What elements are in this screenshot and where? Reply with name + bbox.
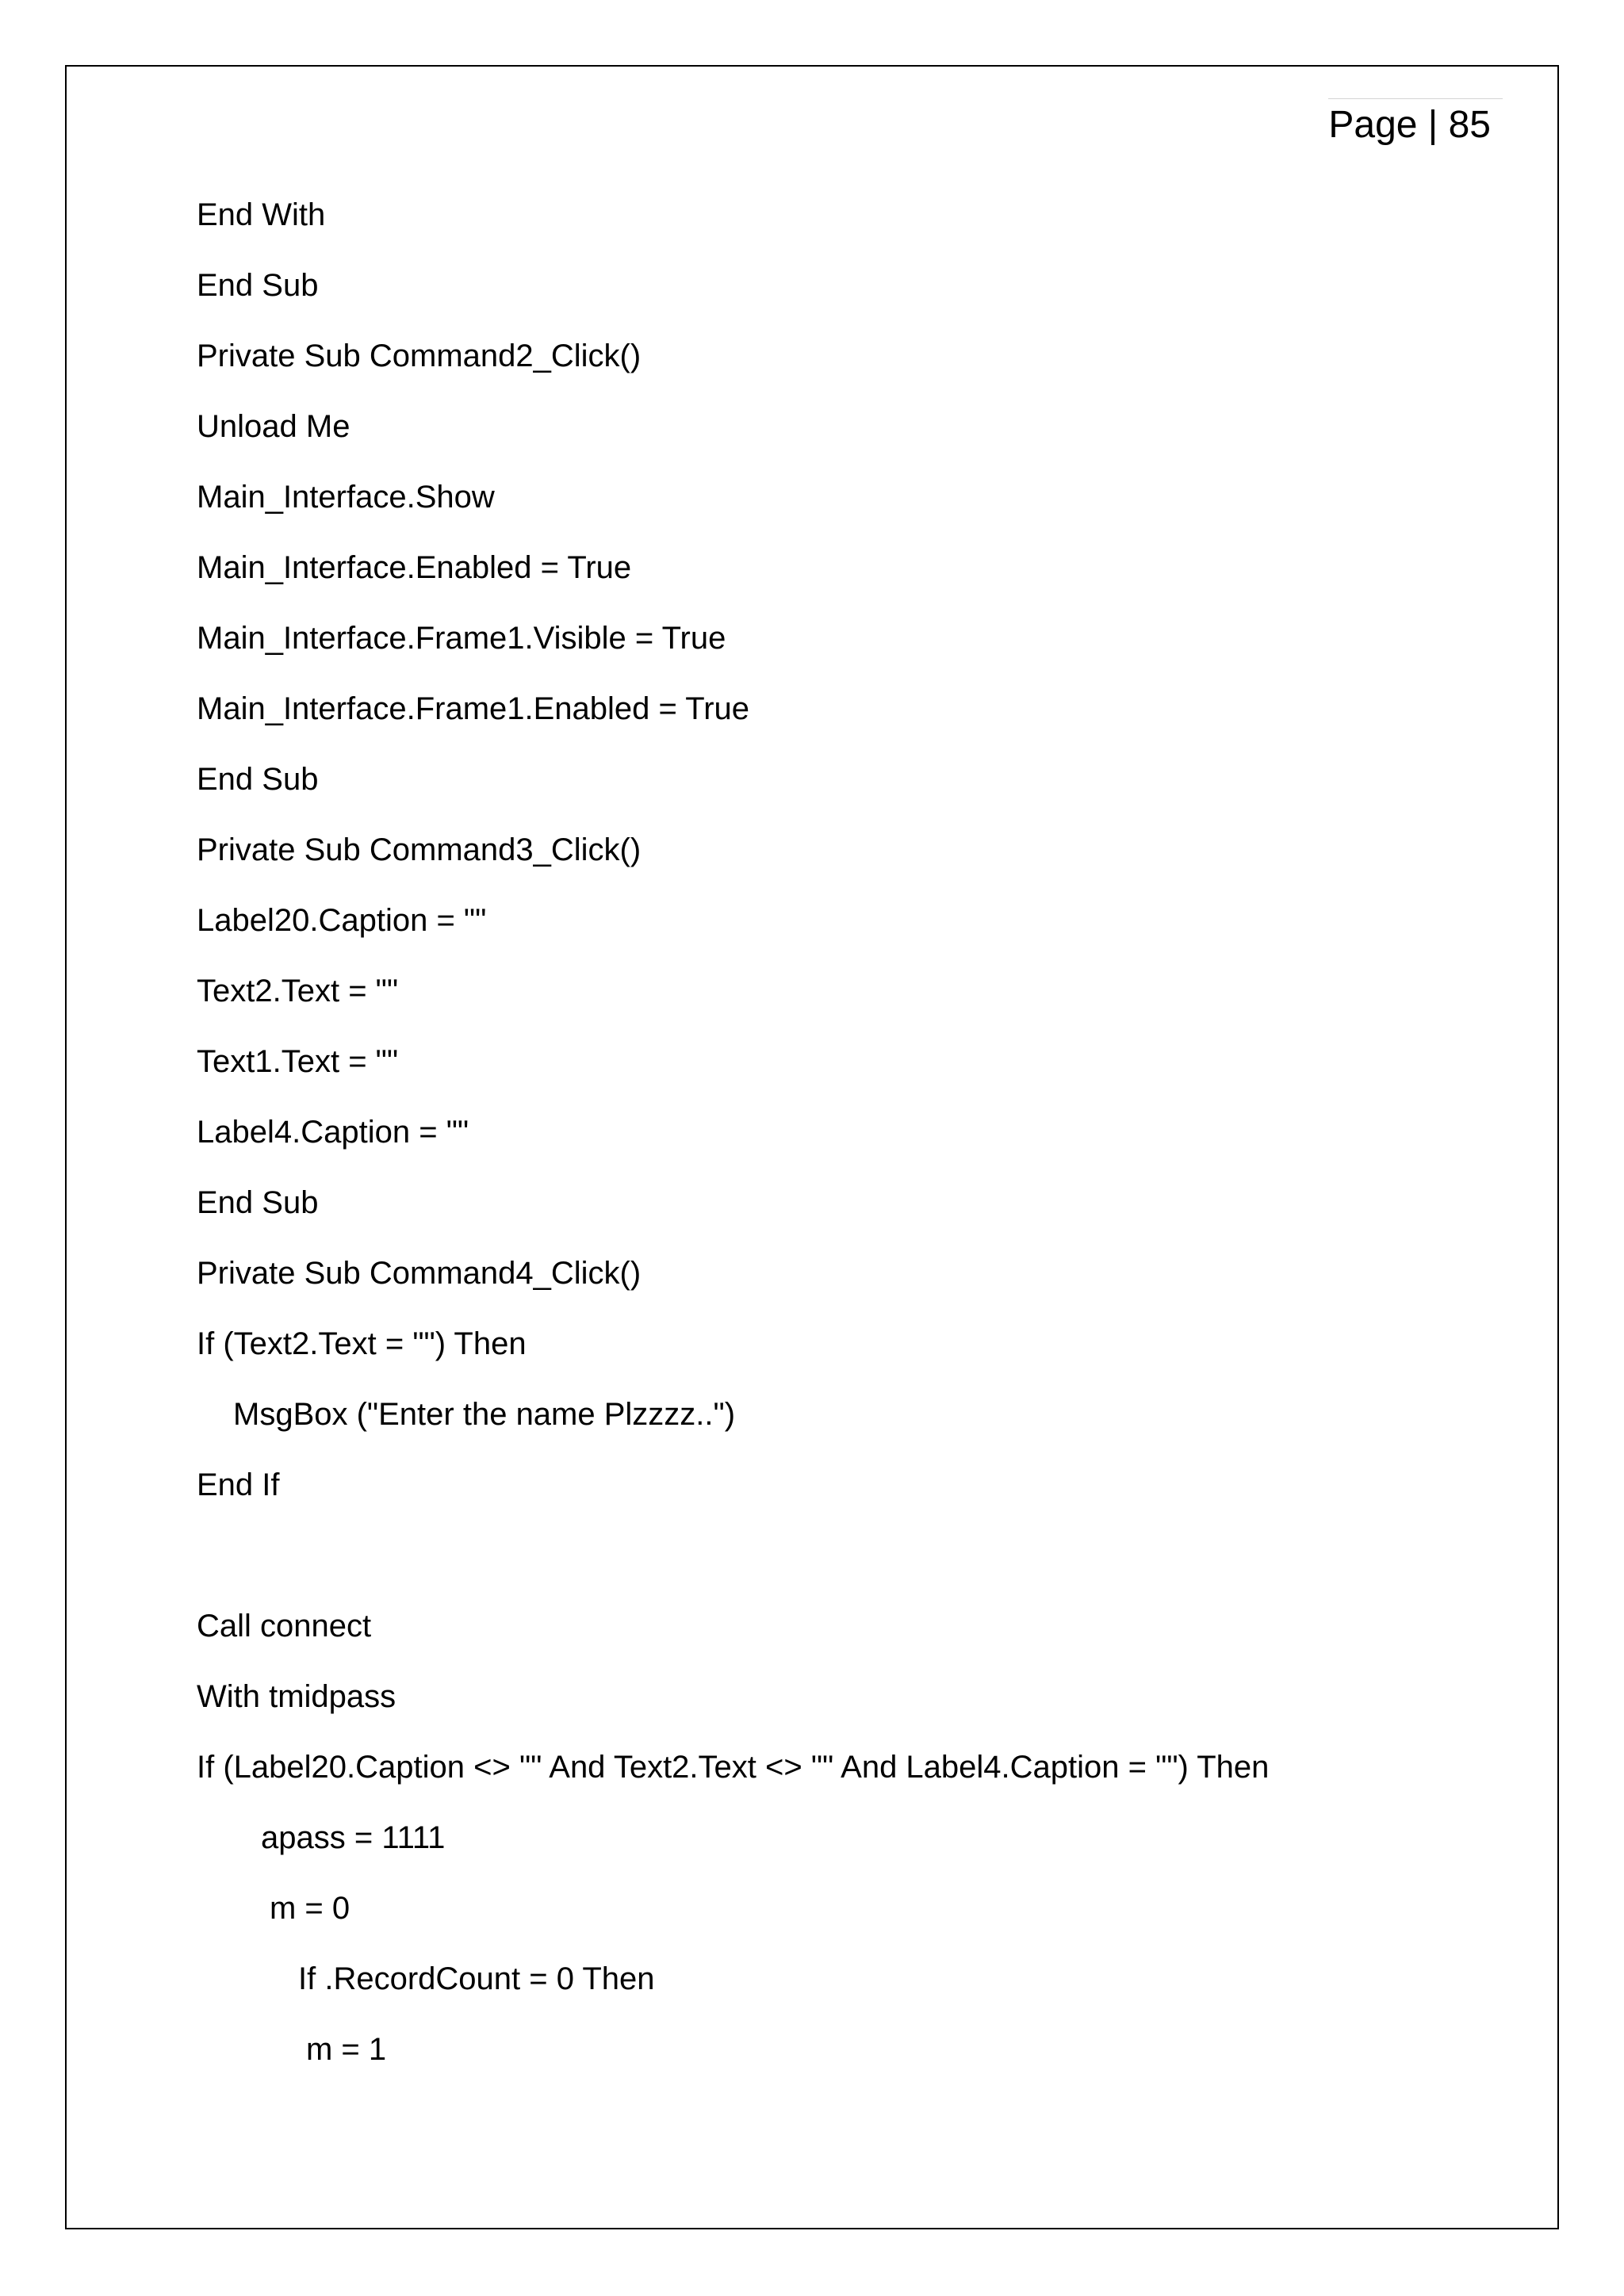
code-line: Private Sub Command3_Click() <box>197 832 642 867</box>
code-line: Label20.Caption = "" <box>197 903 487 938</box>
code-line: Main_Interface.Frame1.Enabled = True <box>197 691 750 726</box>
code-line: m = 0 <box>270 1891 350 1926</box>
code-line: Main_Interface.Enabled = True <box>197 550 632 585</box>
page-number: Page | 85 <box>1328 104 1491 146</box>
code-line: Private Sub Command4_Click() <box>197 1256 642 1291</box>
code-line: MsgBox ("Enter the name Plzzzz..") <box>233 1397 736 1432</box>
code-line: End If <box>197 1468 280 1502</box>
code-line: End Sub <box>197 1185 319 1220</box>
code-line: m = 1 <box>306 2032 387 2067</box>
code-line: Private Sub Command2_Click() <box>197 339 642 373</box>
code-line: Text1.Text = "" <box>197 1044 399 1079</box>
code-line: End With <box>197 197 326 232</box>
code-line: Call connect <box>197 1609 372 1644</box>
code-line: Label4.Caption = "" <box>197 1115 469 1150</box>
code-line: Unload Me <box>197 409 350 444</box>
code-line: End Sub <box>197 762 319 797</box>
code-line: Text2.Text = "" <box>197 974 399 1008</box>
code-line: apass = 1111 <box>261 1820 446 1855</box>
code-line: Main_Interface.Show <box>197 480 495 515</box>
code-line: End Sub <box>197 268 319 303</box>
code-line: If .RecordCount = 0 Then <box>298 1961 655 1996</box>
code-line: If (Text2.Text = "") Then <box>197 1326 527 1361</box>
code-line: If (Label20.Caption <> "" And Text2.Text <> "" And Label4.Caption = "") Then <box>197 1750 1270 1785</box>
header-rule <box>1328 98 1503 99</box>
code-line: With tmidpass <box>197 1679 396 1714</box>
code-line: Main_Interface.Frame1.Visible = True <box>197 621 726 656</box>
